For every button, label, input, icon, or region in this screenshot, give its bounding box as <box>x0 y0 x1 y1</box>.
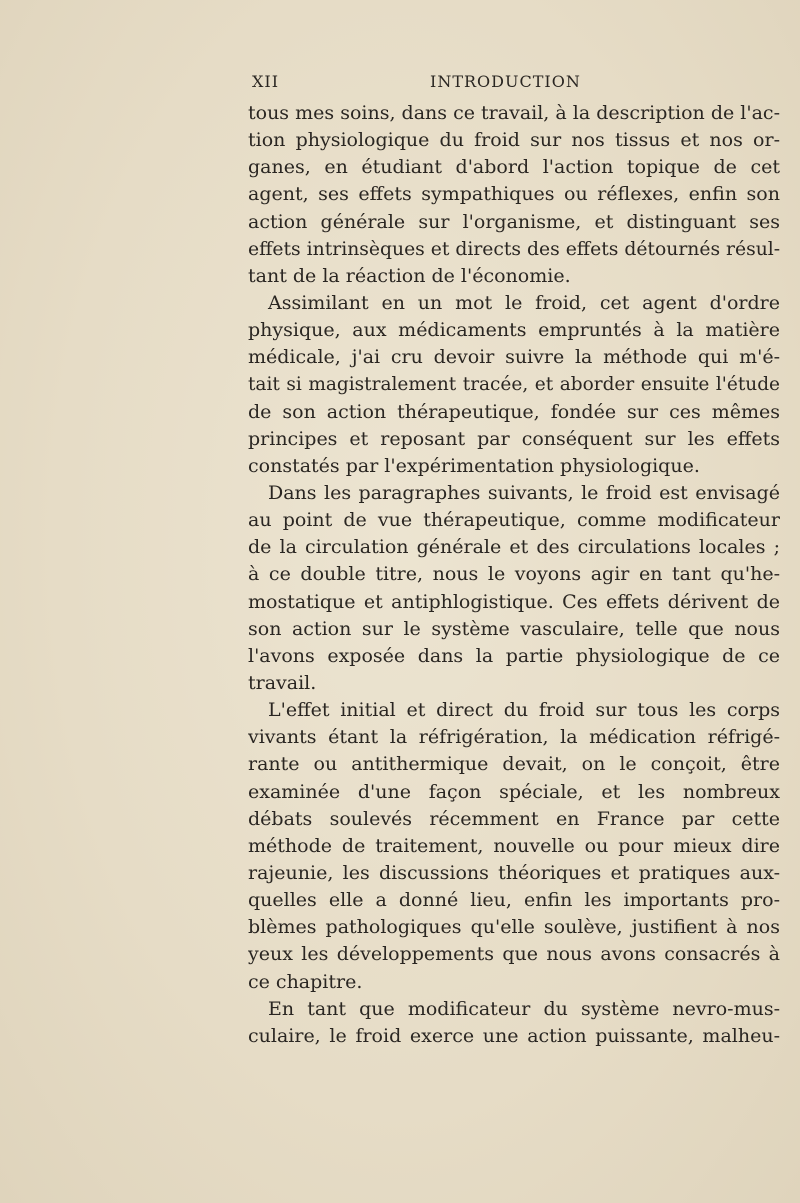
text-line: effets intrinsèques et directs des effets détournés résul- <box>248 238 780 260</box>
text-line: à ce double titre, nous le voyons agir en tant qu'he- <box>248 563 780 586</box>
text-line: physique, aux médicaments empruntés à la matière <box>248 319 780 342</box>
text-line: l'avons exposée dans la partie physiologique de ce <box>248 644 780 667</box>
text-line: ganes, en étudiant d'abord l'action topique de cet <box>248 156 780 179</box>
text-line: vivants étant la réfrigération, la médication réfrigé- <box>248 726 780 749</box>
text-line: rante ou antithermique devait, on le conçoit, être <box>248 753 780 776</box>
body-text <box>248 100 780 1050</box>
page-header <box>248 72 780 100</box>
text-line: de son action thérapeutique, fondée sur ces mêmes <box>248 400 780 423</box>
text-line: tait si magistralement tracée, et aborder ensuite l'étude <box>248 374 780 396</box>
text-line: action générale sur l'organisme, et distinguant ses <box>248 210 780 233</box>
text-line: yeux les développements que nous avons consacrés à <box>248 943 780 966</box>
text-line: travail. <box>248 671 317 694</box>
text-line: au point de vue thérapeutique, comme modificateur <box>248 509 780 532</box>
text-line: quelles elle a donné lieu, enfin les importants pro- <box>248 889 780 912</box>
text-line: principes et reposant par conséquent sur les effets <box>248 427 780 450</box>
text-line: agent, ses effets sympathiques ou réflexes, enfin son <box>248 183 780 206</box>
running-title: INTRODUCTION <box>430 72 581 91</box>
text-line: Assimilant en un mot le froid, cet agent d'ordre <box>268 291 780 314</box>
text-line: débats soulevés récemment en France par cette <box>248 807 780 830</box>
text-line: de la circulation générale et des circulations locales ; <box>248 536 780 559</box>
text-line: examinée d'une façon spéciale, et les nombreux <box>248 780 780 803</box>
text-line: méthode de traitement, nouvelle ou pour mieux dire <box>248 834 780 857</box>
text-line: En tant que modificateur du système nevro-mus- <box>268 997 780 1020</box>
text-line: son action sur le système vasculaire, telle que nous <box>248 617 780 640</box>
text-line: Dans les paragraphes suivants, le froid est envisagé <box>268 481 780 504</box>
text-line: médicale, j'ai cru devoir suivre la méthode qui m'é- <box>248 346 780 369</box>
text-line: mostatique et antiphlogistique. Ces effets dérivent de <box>248 590 780 613</box>
text-line: L'effet initial et direct du froid sur tous les corps <box>268 699 780 722</box>
text-line: tant de la réaction de l'économie. <box>248 264 571 287</box>
text-line: tion physiologique du froid sur nos tissus et nos or- <box>248 129 780 152</box>
text-line: ce chapitre. <box>248 970 363 993</box>
text-line: culaire, le froid exerce une action puissante, malheu- <box>248 1024 780 1047</box>
text-line: tous mes soins, dans ce travail, à la description de l'ac- <box>248 102 780 124</box>
text-line: blèmes pathologiques qu'elle soulève, justifient à nos <box>248 916 780 939</box>
page-number: XII <box>252 72 280 91</box>
text-line: constatés par l'expérimentation physiologique. <box>248 454 700 477</box>
text-line: rajeunie, les discussions théoriques et pratiques aux- <box>248 861 780 884</box>
